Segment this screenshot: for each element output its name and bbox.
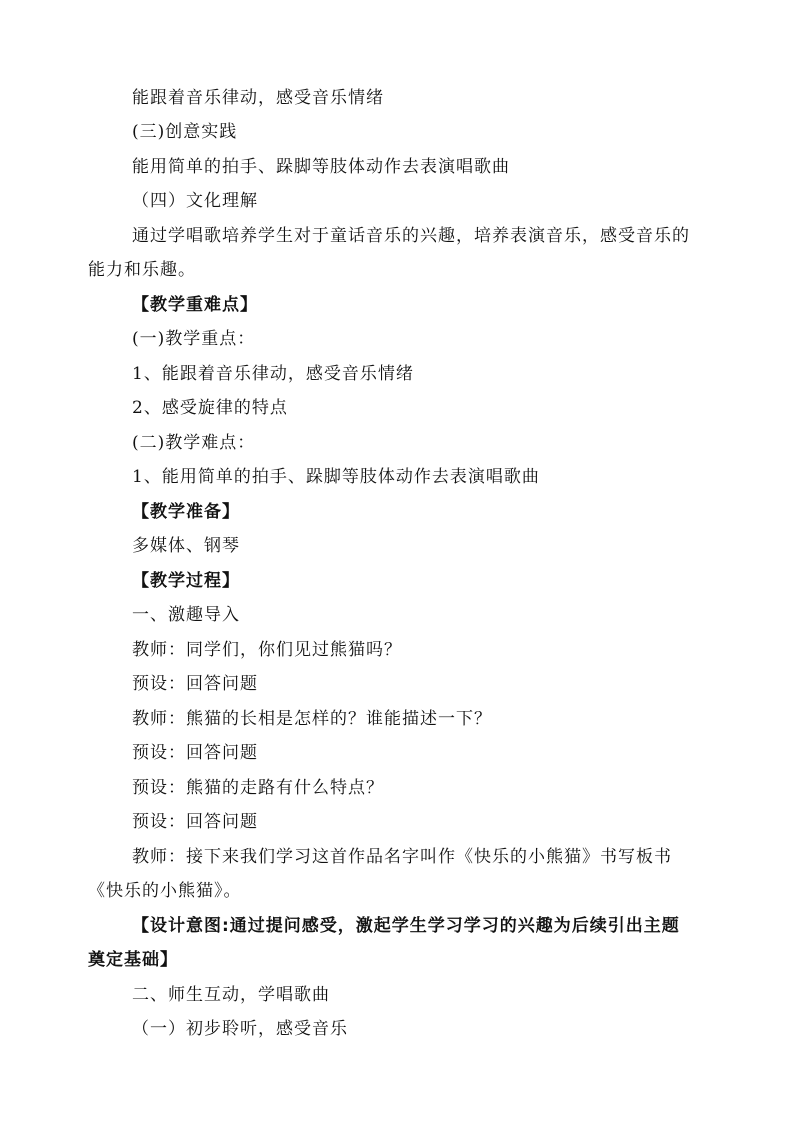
dialogue-line: 预设：回答问题 — [132, 743, 258, 763]
list-item: 2、感受旋律的特点 — [132, 398, 288, 418]
list-item: 1、能跟着音乐律动，感受音乐情绪 — [132, 364, 414, 384]
section-heading: (三)创意实践 — [132, 122, 238, 142]
section-heading: (一)教学重点： — [132, 329, 256, 349]
dialogue-line: 预设：回答问题 — [132, 812, 258, 832]
dialogue-line: 教师：熊猫的长相是怎样的？谁能描述一下？ — [132, 709, 492, 729]
dialogue-line: 教师：接下来我们学习这首作品名字叫作《快乐的小熊猫》书写板书 — [132, 847, 672, 867]
dialogue-line: 教师：同学们，你们见过熊猫吗？ — [132, 640, 402, 660]
text-line: 能力和乐趣。 — [88, 260, 196, 280]
design-intent: 【设计意图:通过提问感受，激起学生学习学习的兴趣为后续引出主题 — [132, 916, 680, 936]
bracket-heading: 【教学过程】 — [132, 571, 240, 591]
section-heading: 二、师生互动，学唱歌曲 — [132, 985, 330, 1005]
text-line: 多媒体、钢琴 — [132, 536, 240, 556]
list-item: 1、能用简单的拍手、跺脚等肢体动作去表演唱歌曲 — [132, 467, 540, 487]
design-intent: 奠定基础】 — [88, 950, 178, 970]
dialogue-line: 预设：回答问题 — [132, 674, 258, 694]
section-heading: 一、激趣导入 — [132, 605, 240, 625]
section-heading: （一）初步聆听，感受音乐 — [132, 1019, 348, 1039]
bracket-heading: 【教学重难点】 — [132, 295, 258, 315]
text-line: 通过学唱歌培养学生对于童话音乐的兴趣，培养表演音乐，感受音乐的 — [132, 226, 690, 246]
section-heading: （四）文化理解 — [132, 191, 258, 211]
section-heading: (二)教学难点： — [132, 433, 256, 453]
text-line: 能跟着音乐律动，感受音乐情绪 — [132, 88, 384, 108]
dialogue-line: 预设：熊猫的走路有什么特点？ — [132, 778, 384, 798]
bracket-heading: 【教学准备】 — [132, 502, 240, 522]
dialogue-line: 《快乐的小熊猫》。 — [88, 881, 242, 901]
text-line: 能用简单的拍手、跺脚等肢体动作去表演唱歌曲 — [132, 157, 510, 177]
